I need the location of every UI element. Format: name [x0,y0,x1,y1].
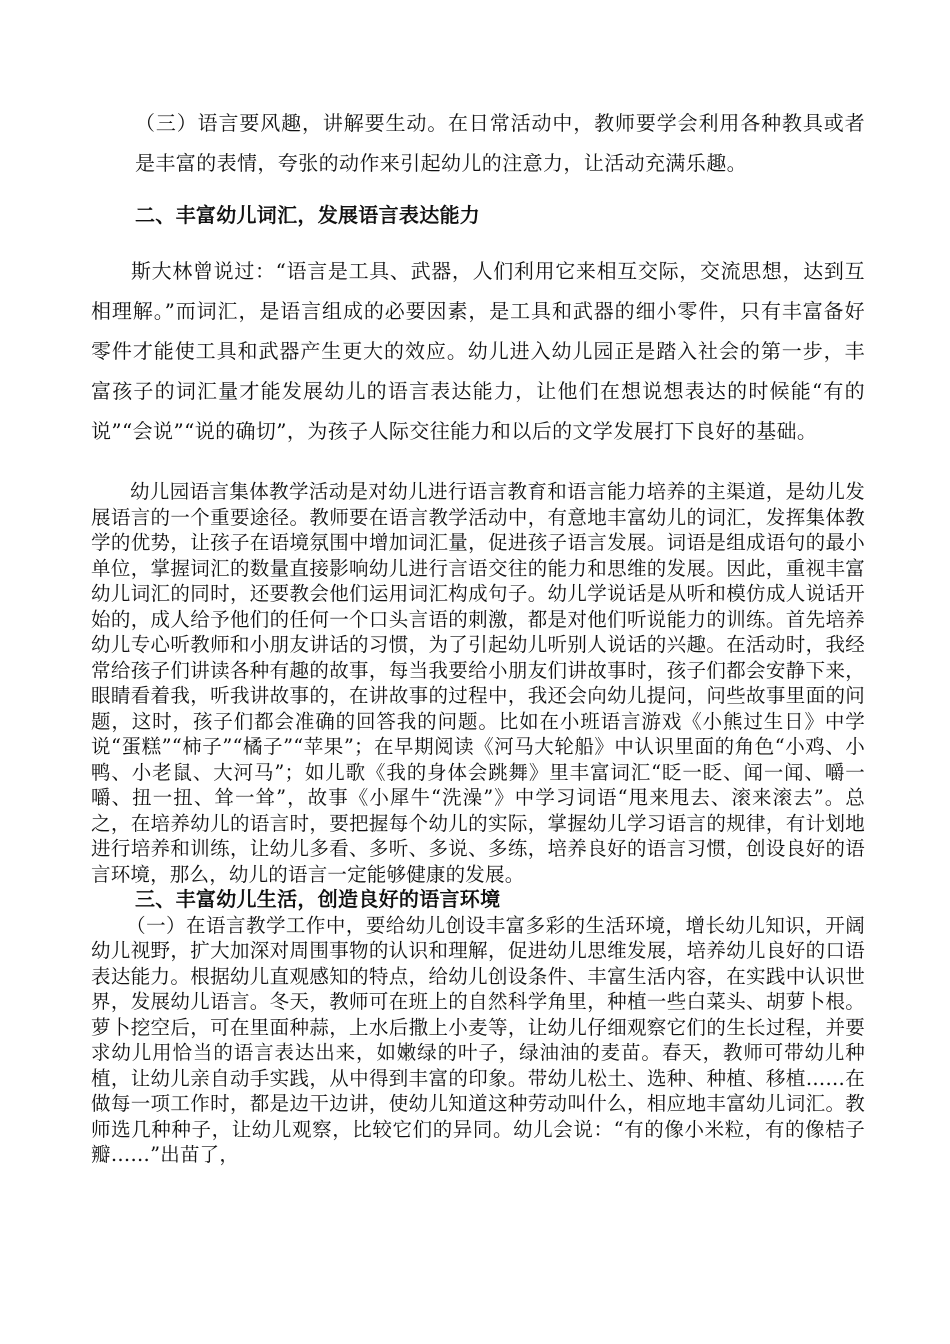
paragraph-collective-teaching: 幼儿园语言集体教学活动是对幼儿进行语言教育和语言能力培养的主渠道，是幼儿发展语言的一个重要途径。教师要在语言教学活动中，有意地丰富幼儿的词汇，发挥集体教学的优势，让孩子在语境氛围中增加词汇量，促进孩子语言发展。词语是组成语句的最小单位，掌握词汇的数量直接影响幼儿进行言语交往的能力和思维的发展。因此，重视丰富幼儿词汇的同时，还要教会他们运用词汇构成句子。幼儿学说话是从听和模仿成人说话开始的，成人给予他们的任何一个口头言语的刺激，都是对他们听说能力的训练。首先培养幼儿专心听教师和小朋友讲话的习惯，为了引起幼儿听别人说话的兴趣。在活动时，我经常给孩子们讲读各种有趣的故事，每当我要给小朋友们讲故事时，孩子们都会安静下来，眼睛看着我，听我讲故事的，在讲故事的过程中，我还会向幼儿提问，问些故事里面的问题，这时，孩子们都会准确的回答我的问题。比如在小班语言游戏《小熊过生日》中学说“蛋糕”“柿子”“橘子”“苹果”；在早期阅读《河马大轮船》中认识里面的角色“小鸡、小鸭、小老鼠、大河马”；如儿歌《我的身体会跳舞》里丰富词汇“眨一眨、闻一闻、嚼一嚼、扭一扭、耸一耸”，故事《小犀牛“洗澡”》中学习词语“甩来甩去、滚来滚去”。总之，在培养幼儿的语言时，要把握每个幼儿的实际，掌握幼儿学习语言的规律，有计划地进行培养和训练，让幼儿多看、多听、多说、多练，培养良好的语言习惯，创设良好的语言环境，那么，幼儿的语言一定能够健康的发展。 [91,480,865,886]
section-heading-environment: 三、丰富幼儿生活，创造良好的语言环境 [135,887,501,911]
section-heading-vocabulary: 二、丰富幼儿词汇，发展语言表达能力 [135,203,481,227]
paragraph-speech-style: （三）语言要风趣，讲解要生动。在日常活动中，教师要学会利用各种教具或者是丰富的表情，夸张的动作来引起幼儿的注意力，让活动充满乐趣。 [135,111,865,175]
paragraph-living-environment: （一）在语言教学工作中，要给幼儿创设丰富多彩的生活环境，增长幼儿知识，开阔幼儿视野，扩大加深对周围事物的认识和理解，促进幼儿思维发展，培养幼儿良好的口语表达能力。根据幼儿直观感知的特点，给幼儿创设条件、丰富生活内容，在实践中认识世界，发展幼儿语言。冬天，教师可在班上的自然科学角里，种植一些白菜头、胡萝卜根。萝卜挖空后，可在里面种蒜，上水后撒上小麦等，让幼儿仔细观察它们的生长过程，并要求幼儿用恰当的语言表达出来，如嫩绿的叶子，绿油油的麦苗。春天，教师可带幼儿种植，让幼儿亲自动手实践，从中得到丰富的印象。带幼儿松土、选种、种植、移植……在做每一项工作时，都是边干边讲，使幼儿知道这种劳动叫什么，相应地丰富幼儿词汇。教师选几种种子，让幼儿观察，比较它们的异同。幼儿会说：“有的像小米粒，有的像桔子瓣……”出苗了， [91,913,865,1166]
paragraph-stalin-quote: 斯大林曾说过：“语言是工具、武器，人们利用它来相互交际，交流思想，达到互相理解。”而词汇，是语言组成的必要因素，是工具和武器的细小零件，只有丰富备好零件才能使工具和武器产生更大的效应。幼儿进入幼儿园正是踏入社会的第一步，丰富孩子的词汇量才能发展幼儿的语言表达能力，让他们在想说想表达的时候能“有的说”“会说”“说的确切”，为孩子人际交往能力和以后的文学发展打下良好的基础。 [91,259,865,443]
document-page [91,0,865,1168]
